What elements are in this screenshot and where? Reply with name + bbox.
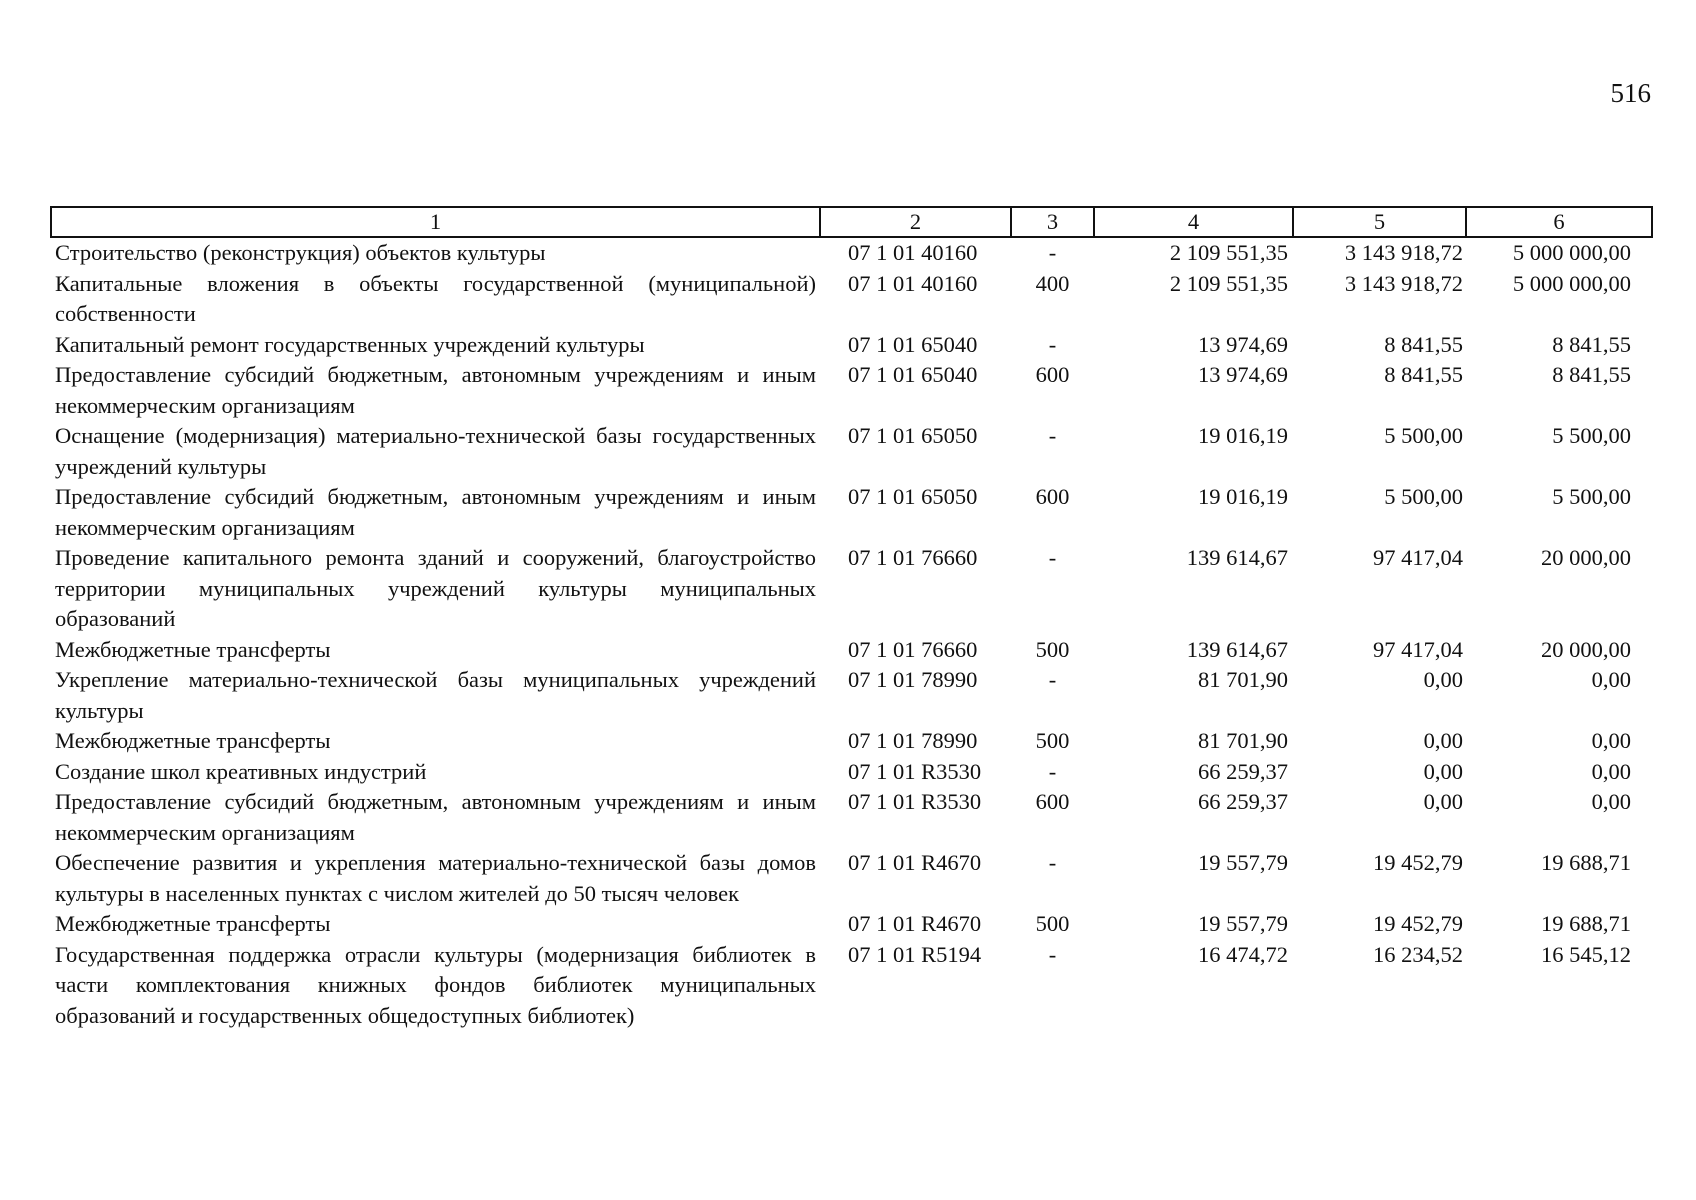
table-row xyxy=(51,757,1652,788)
row-value-4: 16 474,72 xyxy=(1198,941,1288,967)
row-code: 07 1 01 R4670 xyxy=(848,850,982,875)
table-row xyxy=(51,635,1652,666)
row-value-5: 0,00 xyxy=(1423,758,1463,784)
row-expense-type: - xyxy=(1048,423,1057,448)
row-value-5: 0,00 xyxy=(1423,789,1463,814)
row-value-5: 8 841,55 xyxy=(1384,362,1463,387)
row-code: 07 1 01 78990 xyxy=(848,728,978,753)
row-name: Межбюджетные трансферты xyxy=(55,728,331,753)
row-expense-type: 400 xyxy=(1035,270,1070,296)
row-value-4: 81 701,90 xyxy=(1198,667,1288,692)
table-row xyxy=(51,330,1652,361)
table-row xyxy=(51,421,1652,482)
row-name: Межбюджетные трансферты xyxy=(55,636,331,662)
row-value-6: 5 000 000,00 xyxy=(1512,270,1631,296)
table-row xyxy=(51,665,1652,726)
row-name: Межбюджетные трансферты xyxy=(55,911,331,936)
row-expense-type: 600 xyxy=(1035,484,1070,509)
row-value-5: 0,00 xyxy=(1423,728,1463,753)
row-expense-type: - xyxy=(1048,545,1057,570)
table-row xyxy=(51,726,1652,757)
row-value-4: 139 614,67 xyxy=(1186,636,1288,662)
table-row xyxy=(51,909,1652,940)
row-value-6: 16 545,12 xyxy=(1541,941,1631,967)
column-header: 6 xyxy=(1466,207,1652,237)
row-value-4: 66 259,37 xyxy=(1198,789,1288,814)
table-row xyxy=(51,787,1652,848)
column-header: 2 xyxy=(820,207,1011,237)
row-expense-type: - xyxy=(1048,941,1057,967)
row-value-4: 19 557,79 xyxy=(1198,850,1288,875)
row-value-6: 0,00 xyxy=(1591,789,1631,814)
row-code: 07 1 01 40160 xyxy=(848,240,978,265)
column-header: 4 xyxy=(1094,207,1293,237)
table-header-row xyxy=(51,207,1652,237)
row-expense-type: - xyxy=(1048,331,1057,357)
row-value-5: 97 417,04 xyxy=(1373,636,1463,662)
row-expense-type: - xyxy=(1048,758,1057,784)
row-value-5: 3 143 918,72 xyxy=(1344,270,1463,296)
column-header: 3 xyxy=(1011,207,1094,237)
table-row xyxy=(51,940,1652,1032)
row-value-4: 19 016,19 xyxy=(1198,423,1288,448)
row-expense-type: 600 xyxy=(1035,789,1070,814)
row-value-5: 0,00 xyxy=(1423,667,1463,692)
row-value-6: 0,00 xyxy=(1591,728,1631,753)
table-row xyxy=(51,848,1652,909)
row-expense-type: 600 xyxy=(1035,362,1070,387)
row-name: Предоставление субсидий бюджетным, автономным учреждениям и иным некоммерческим организациям xyxy=(55,789,816,845)
column-header: 1 xyxy=(51,207,820,237)
row-code: 07 1 01 76660 xyxy=(848,545,978,570)
table-row xyxy=(51,482,1652,543)
row-value-6: 0,00 xyxy=(1591,758,1631,784)
table-row xyxy=(51,237,1652,269)
row-value-6: 8 841,55 xyxy=(1552,362,1631,387)
row-code: 07 1 01 65040 xyxy=(848,362,978,387)
row-expense-type: - xyxy=(1048,240,1057,265)
row-value-6: 5 500,00 xyxy=(1552,423,1631,448)
row-value-5: 19 452,79 xyxy=(1373,911,1463,936)
row-code: 07 1 01 76660 xyxy=(848,636,978,662)
row-value-6: 19 688,71 xyxy=(1541,911,1631,936)
row-name: Проведение капитального ремонта зданий и сооружений, благоустройство территории муниципальных учреждений культуры муниципальных образований xyxy=(55,545,816,631)
row-code: 07 1 01 R3530 xyxy=(848,758,982,784)
row-value-4: 139 614,67 xyxy=(1186,545,1288,570)
row-value-6: 5 000 000,00 xyxy=(1512,240,1631,265)
row-name: Укрепление материально-технической базы муниципальных учреждений культуры xyxy=(55,667,816,723)
row-code: 07 1 01 78990 xyxy=(848,667,978,692)
row-value-5: 19 452,79 xyxy=(1373,850,1463,875)
row-name: Предоставление субсидий бюджетным, автономным учреждениям и иным некоммерческим организациям xyxy=(55,362,816,418)
row-value-6: 8 841,55 xyxy=(1552,331,1631,357)
row-expense-type: 500 xyxy=(1035,911,1070,936)
row-value-4: 81 701,90 xyxy=(1198,728,1288,753)
row-name: Обеспечение развития и укрепления материально-технической базы домов культуры в населенных пунктах с числом жителей до 50 тысяч человек xyxy=(55,850,816,906)
row-name: Создание школ креативных индустрий xyxy=(55,758,427,784)
row-name: Оснащение (модернизация) материально-технической базы государственных учреждений культуры xyxy=(55,423,816,479)
row-value-4: 19 016,19 xyxy=(1198,484,1288,509)
row-value-6: 5 500,00 xyxy=(1552,484,1631,509)
row-value-5: 8 841,55 xyxy=(1384,331,1463,357)
row-expense-type: 500 xyxy=(1035,728,1070,753)
row-code: 07 1 01 R4670 xyxy=(848,911,982,936)
row-value-4: 2 109 551,35 xyxy=(1169,270,1288,296)
row-code: 07 1 01 65040 xyxy=(848,331,978,357)
column-header: 5 xyxy=(1293,207,1466,237)
table-row xyxy=(51,269,1652,330)
row-code: 07 1 01 R3530 xyxy=(848,789,982,814)
row-value-6: 0,00 xyxy=(1591,667,1631,692)
row-value-5: 5 500,00 xyxy=(1384,423,1463,448)
row-value-4: 19 557,79 xyxy=(1198,911,1288,936)
row-value-4: 13 974,69 xyxy=(1198,331,1288,357)
row-expense-type: - xyxy=(1048,850,1057,875)
budget-table xyxy=(50,206,1653,1031)
table-row xyxy=(51,543,1652,635)
row-expense-type: - xyxy=(1048,667,1057,692)
row-name: Капитальный ремонт государственных учреждений культуры xyxy=(55,331,645,357)
row-value-4: 13 974,69 xyxy=(1198,362,1288,387)
row-name: Предоставление субсидий бюджетным, автономным учреждениям и иным некоммерческим организациям xyxy=(55,484,816,540)
row-name: Строительство (реконструкция) объектов культуры xyxy=(55,240,546,265)
row-value-5: 5 500,00 xyxy=(1384,484,1463,509)
row-code: 07 1 01 R5194 xyxy=(848,941,982,967)
row-name: Государственная поддержка отрасли культуры (модернизация библиотек в части комплектования книжных фондов библиотек муниципальных образований и государственных общедоступных библиотек) xyxy=(55,941,816,1028)
row-value-6: 19 688,71 xyxy=(1541,850,1631,875)
row-value-5: 3 143 918,72 xyxy=(1344,240,1463,265)
table-row xyxy=(51,360,1652,421)
row-expense-type: 500 xyxy=(1035,636,1070,662)
row-value-5: 97 417,04 xyxy=(1373,545,1463,570)
row-value-5: 16 234,52 xyxy=(1373,941,1463,967)
row-code: 07 1 01 40160 xyxy=(848,270,978,296)
row-value-4: 66 259,37 xyxy=(1198,758,1288,784)
row-value-6: 20 000,00 xyxy=(1541,636,1631,662)
row-value-6: 20 000,00 xyxy=(1541,545,1631,570)
row-code: 07 1 01 65050 xyxy=(848,423,978,448)
row-value-4: 2 109 551,35 xyxy=(1169,240,1288,265)
table-body xyxy=(51,237,1652,1031)
page-number: 516 xyxy=(1610,78,1651,108)
row-code: 07 1 01 65050 xyxy=(848,484,978,509)
row-name: Капитальные вложения в объекты государственной (муниципальной) собственности xyxy=(55,270,816,326)
